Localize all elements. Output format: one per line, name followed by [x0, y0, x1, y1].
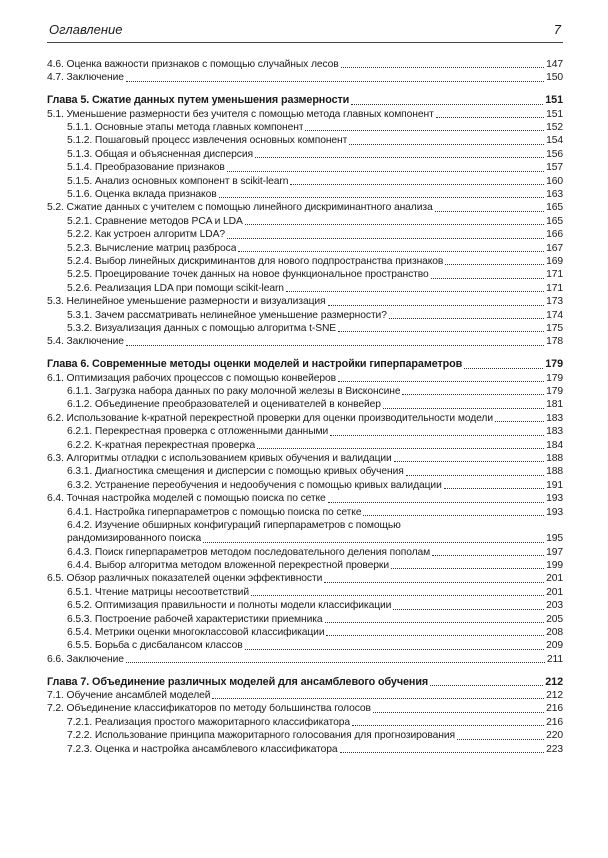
dot-leader	[373, 711, 544, 713]
toc-entry-title: Глава 7. Объединение различных моделей для ансамблевого обучения	[47, 675, 429, 688]
dot-leader	[255, 156, 544, 158]
toc-entry-title: 5.2.2. Как устроен алгоритм LDA?	[67, 229, 226, 241]
toc-page-number: 216	[546, 716, 563, 728]
toc-entry-title: 6.5.5. Борьба с дисбалансом классов	[67, 640, 243, 652]
dot-leader	[430, 684, 543, 686]
toc-entry[interactable]	[47, 412, 563, 425]
toc-entry[interactable]	[47, 309, 563, 322]
toc-page-number: 169	[546, 255, 563, 267]
dot-leader	[341, 66, 544, 68]
dot-leader	[338, 380, 544, 382]
toc-entry[interactable]	[47, 108, 563, 121]
section-spacer	[47, 349, 563, 359]
toc-page-number: 179	[546, 385, 563, 397]
toc-entry[interactable]	[47, 506, 563, 519]
toc-entry[interactable]	[47, 572, 563, 585]
section-spacer	[47, 666, 563, 676]
toc-entry[interactable]	[47, 702, 563, 715]
toc-entry[interactable]	[47, 519, 563, 532]
toc-page-number: 147	[546, 59, 563, 70]
toc-entry[interactable]	[47, 372, 563, 385]
toc-page-number: 212	[546, 690, 563, 702]
dot-leader	[286, 290, 544, 292]
toc-entry-title: 6.5.4. Метрики оценки многоклассовой классификации	[67, 627, 325, 639]
toc-entry-title: 5.1.6. Оценка вклада признаков	[67, 189, 217, 201]
toc-entry[interactable]	[47, 282, 563, 295]
section-spacer	[47, 85, 563, 95]
toc-page-number: 165	[546, 215, 563, 227]
toc-page-number: 156	[546, 148, 563, 160]
toc-entry-title: 4.7. Заключение	[47, 72, 124, 84]
dot-leader	[363, 514, 544, 516]
toc-page-number: 151	[546, 108, 563, 120]
toc-entry-title: 7.1. Обучение ансамблей моделей	[47, 690, 211, 702]
running-header	[47, 20, 563, 43]
toc-entry[interactable]	[47, 398, 563, 411]
toc-entry[interactable]	[47, 639, 563, 652]
toc-entry-title: 5.1.3. Общая и объясненная дисперсия	[67, 148, 253, 160]
toc-chapter-entry[interactable]	[47, 94, 563, 107]
toc-page-number: 193	[546, 506, 563, 518]
toc-entry-title: 6.3.2. Устранение переобучения и недообучения с помощью кривых валидации	[67, 479, 442, 491]
toc-entry[interactable]	[47, 121, 563, 134]
toc-entry-title: 6.3.1. Диагностика смещения и дисперсии с помощью кривых обучения	[67, 466, 404, 478]
toc-entry[interactable]	[47, 71, 563, 84]
dot-leader	[445, 263, 544, 265]
toc-entry-title: 4.6. Оценка важности признаков с помощью случайных лесов	[47, 59, 339, 70]
toc-page-number: 191	[546, 479, 563, 491]
toc-entry-title: 6.1.2. Объединение преобразователей и оценивателей в конвейер	[67, 399, 381, 411]
dot-leader	[203, 541, 544, 543]
toc-entry-title: 6.5.1. Чтение матрицы несоответствий	[67, 586, 249, 598]
toc-page-number: 203	[546, 600, 563, 612]
dot-leader	[227, 170, 544, 172]
toc-entry[interactable]	[47, 175, 563, 188]
dot-leader	[290, 183, 544, 185]
dot-leader	[227, 237, 544, 239]
dot-leader	[126, 80, 544, 82]
toc-entry-title: 6.5. Обзор различных показателей оценки эффективности	[47, 573, 323, 585]
toc-entry-title: рандомизированного поиска	[67, 533, 202, 545]
toc-entry[interactable]	[47, 58, 563, 71]
toc-entry-title: 5.2.4. Выбор линейных дискриминантов для нового подпространства признаков	[67, 255, 444, 267]
toc-entry[interactable]	[47, 586, 563, 599]
toc-page-number: 212	[545, 675, 563, 688]
toc-entry[interactable]	[47, 492, 563, 505]
toc-entry-title: 6.4.2. Изучение обширных конфигураций гиперпараметров с помощью	[67, 519, 401, 531]
toc-entry-title: 5.1. Уменьшение размерности без учителя с помощью метода главных компонент	[47, 108, 434, 120]
toc-entry[interactable]	[47, 743, 563, 756]
toc-page-number: 183	[546, 412, 563, 424]
toc-page-number: 175	[546, 322, 563, 334]
toc-entry[interactable]	[47, 215, 563, 228]
dot-leader	[251, 594, 544, 596]
toc-page-number: 150	[546, 72, 563, 84]
dot-leader	[126, 661, 545, 663]
toc-entry-title: 5.1.1. Основные этапы метода главных компонент	[67, 122, 304, 134]
toc-entry[interactable]	[47, 295, 563, 308]
header-page-number: 7	[553, 22, 561, 37]
toc-entry[interactable]	[47, 385, 563, 398]
toc-page-number: 152	[546, 122, 563, 134]
dot-leader	[245, 223, 544, 225]
dot-leader	[257, 447, 544, 449]
dot-leader	[389, 317, 544, 319]
dot-leader	[238, 250, 544, 252]
toc-page-number: 201	[546, 573, 563, 585]
toc-page-number: 195	[546, 533, 563, 545]
toc-page-number: 178	[546, 336, 563, 348]
toc-entry[interactable]	[47, 729, 563, 742]
toc-entry-title: 5.2.3. Вычисление матриц разброса	[67, 242, 237, 254]
header-title: Оглавление	[49, 22, 123, 37]
toc-entry[interactable]	[47, 626, 563, 639]
toc-page-number: 181	[546, 399, 563, 411]
dot-leader	[340, 751, 545, 753]
toc-entry-title: 5.1.5. Анализ основных компонент в scikit-learn	[67, 175, 289, 187]
dot-leader	[351, 103, 543, 105]
toc-page-number: 193	[546, 493, 563, 505]
toc-page-number: 188	[546, 466, 563, 478]
toc-page-number: 166	[546, 229, 563, 241]
toc-entry-title: 5.3. Нелинейное уменьшение размерности и визуализация	[47, 296, 326, 308]
toc-page-number: 209	[546, 640, 563, 652]
dot-leader	[444, 487, 544, 489]
dot-leader	[212, 697, 544, 699]
table-of-contents	[47, 58, 563, 756]
dot-leader	[349, 143, 544, 145]
toc-page-number: 174	[546, 309, 563, 321]
toc-page-number: 154	[546, 135, 563, 147]
dot-leader	[326, 634, 544, 636]
toc-entry-title: 5.1.2. Пошаговый процесс извлечения основных компонент	[67, 135, 348, 147]
dot-leader	[245, 648, 545, 650]
dot-leader	[126, 344, 544, 346]
toc-page-number: 171	[546, 269, 563, 281]
toc-entry[interactable]	[47, 599, 563, 612]
dot-leader	[457, 738, 544, 740]
toc-page-number: 160	[546, 175, 563, 187]
toc-entry[interactable]	[47, 559, 563, 572]
dot-leader	[352, 724, 544, 726]
toc-entry[interactable]	[47, 479, 563, 492]
toc-entry[interactable]	[47, 716, 563, 729]
toc-entry-title: 5.2.6. Реализация LDA при помощи scikit-learn	[67, 282, 284, 294]
toc-entry[interactable]	[47, 653, 563, 666]
dot-leader	[432, 554, 544, 556]
toc-entry-title: 5.3.1. Зачем рассматривать нелинейное уменьшение размерности?	[67, 309, 387, 321]
toc-entry-title: 6.1.1. Загрузка набора данных по раку молочной железы в Висконсине	[67, 385, 401, 397]
dot-leader	[406, 474, 544, 476]
toc-page-number: 197	[546, 546, 563, 558]
toc-entry-title: 5.1.4. Преобразование признаков	[67, 162, 225, 174]
toc-entry[interactable]	[47, 613, 563, 626]
toc-page-number: 205	[546, 613, 563, 625]
toc-page-number: 216	[546, 703, 563, 715]
toc-entry-title: 6.6. Заключение	[47, 653, 124, 665]
toc-entry-title: 5.2.5. Проецирование точек данных на новое функциональное пространство	[67, 269, 429, 281]
toc-entry-title: 6.2.1. Перекрестная проверка с отложенными данными	[67, 426, 329, 438]
dot-leader	[324, 581, 544, 583]
dot-leader	[435, 210, 545, 212]
toc-entry-title: 5.4. Заключение	[47, 336, 124, 348]
toc-page-number: 211	[546, 653, 563, 665]
dot-leader	[495, 420, 544, 422]
toc-entry[interactable]	[47, 148, 563, 161]
dot-leader	[328, 501, 544, 503]
dot-leader	[464, 367, 543, 369]
toc-entry-title: 6.5.2. Оптимизация правильности и полноты модели классификации	[67, 600, 392, 612]
toc-chapter-entry[interactable]	[47, 676, 563, 689]
toc-entry[interactable]	[47, 322, 563, 335]
toc-entry[interactable]	[47, 134, 563, 147]
toc-entry-title: Глава 5. Сжатие данных путем уменьшения размерности	[47, 94, 350, 107]
toc-entry-title: 7.2.1. Реализация простого мажоритарного классификатора	[67, 716, 351, 728]
toc-entry-title: 5.2.1. Сравнение методов PCA и LDA	[67, 215, 243, 227]
toc-entry-title: 6.1. Оптимизация рабочих процессов с помощью конвейеров	[47, 372, 336, 384]
toc-entry[interactable]	[47, 335, 563, 348]
toc-page-number: 173	[546, 296, 563, 308]
dot-leader	[431, 277, 544, 279]
toc-page-number: 188	[546, 452, 563, 464]
dot-leader	[436, 116, 544, 118]
toc-entry-title: 7.2. Объединение классификаторов по методу большинства голосов	[47, 703, 371, 715]
toc-page-number: 220	[546, 730, 563, 742]
toc-entry-title: Глава 6. Современные методы оценки моделей и настройки гиперпараметров	[47, 358, 463, 371]
toc-entry-title: 5.2. Сжатие данных с учителем с помощью линейного дискриминантного анализа	[47, 202, 433, 214]
toc-entry[interactable]	[47, 532, 563, 545]
toc-page-number: 208	[546, 627, 563, 639]
dot-leader	[328, 304, 545, 306]
toc-entry-title: 6.3. Алгоритмы отладки с использованием кривых обучения и валидации	[47, 452, 392, 464]
toc-entry-title: 5.3.2. Визуализация данных с помощью алгоритма t-SNE	[67, 322, 337, 334]
toc-entry-title: 6.5.3. Построение рабочей характеристики приемника	[67, 613, 323, 625]
toc-entry[interactable]	[47, 242, 563, 255]
toc-page-number: 184	[546, 439, 563, 451]
toc-page-number: 167	[546, 242, 563, 254]
toc-entry[interactable]	[47, 689, 563, 702]
toc-page-number: 163	[546, 189, 563, 201]
toc-page-number: 179	[546, 372, 563, 384]
dot-leader	[394, 460, 544, 462]
toc-page-number: 223	[546, 743, 563, 755]
toc-entry-title: 6.4.1. Настройка гиперпараметров с помощью поиска по сетке	[67, 506, 362, 518]
toc-page-number: 179	[545, 358, 563, 371]
toc-entry-title: 6.4. Точная настройка моделей с помощью поиска по сетке	[47, 493, 326, 505]
dot-leader	[338, 330, 544, 332]
toc-entry-title: 6.2. Использование k-кратной перекрестной проверки для оценки производительности модели	[47, 412, 493, 424]
toc-entry[interactable]	[47, 255, 563, 268]
toc-entry[interactable]	[47, 546, 563, 559]
toc-entry-title: 6.4.4. Выбор алгоритма методом вложенной перекрестной проверки	[67, 560, 389, 572]
dot-leader	[383, 407, 544, 409]
toc-entry[interactable]	[47, 228, 563, 241]
toc-entry[interactable]	[47, 465, 563, 478]
dot-leader	[391, 567, 544, 569]
toc-entry[interactable]	[47, 439, 563, 452]
toc-entry[interactable]	[47, 201, 563, 214]
toc-page-number: 157	[546, 162, 563, 174]
toc-entry[interactable]	[47, 188, 563, 201]
toc-page-number: 199	[546, 560, 563, 572]
toc-page-number: 183	[546, 426, 563, 438]
toc-entry[interactable]	[47, 268, 563, 281]
toc-entry[interactable]	[47, 425, 563, 438]
dot-leader	[330, 434, 544, 436]
dot-leader	[325, 621, 545, 623]
toc-page-number: 165	[546, 202, 563, 214]
dot-leader	[219, 196, 545, 198]
toc-page-number: 151	[545, 94, 563, 107]
toc-chapter-entry[interactable]	[47, 358, 563, 371]
toc-entry[interactable]	[47, 161, 563, 174]
dot-leader	[402, 393, 544, 395]
dot-leader	[305, 129, 544, 131]
dot-leader	[393, 608, 544, 610]
toc-entry[interactable]	[47, 452, 563, 465]
toc-page-number: 201	[546, 586, 563, 598]
toc-entry-title: 6.2.2. K-кратная перекрестная проверка	[67, 439, 256, 451]
toc-entry-title: 7.2.2. Использование принципа мажоритарного голосования для прогнозирования	[67, 730, 455, 742]
toc-entry-title: 7.2.3. Оценка и настройка ансамблевого классификатора	[67, 743, 338, 755]
toc-page-number: 171	[546, 282, 563, 294]
toc-entry-title: 6.4.3. Поиск гиперпараметров методом последовательного деления пополам	[67, 546, 431, 558]
